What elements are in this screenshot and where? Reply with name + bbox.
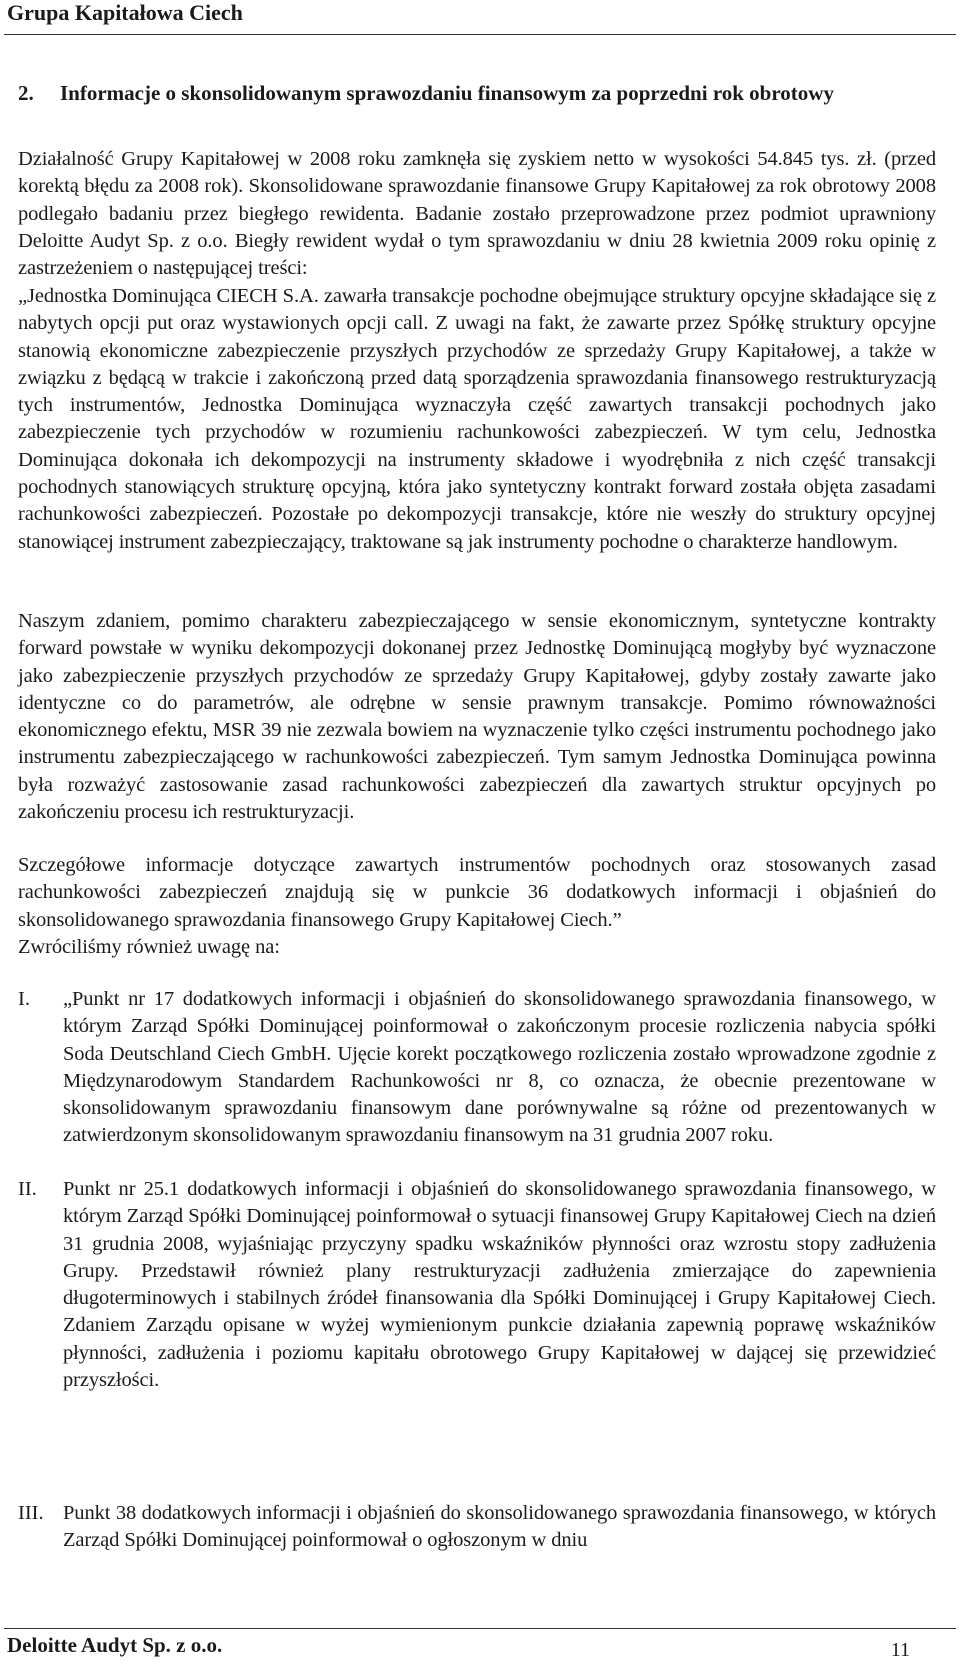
list-item-number: III.	[18, 1502, 44, 1524]
footer-company: Deloitte Audyt Sp. z o.o.	[7, 1633, 223, 1657]
section-title: Informacje o skonsolidowanym sprawozdaniu finansowym za poprzedni rok obrotowy	[60, 81, 834, 105]
list-item-number: II.	[18, 1178, 37, 1200]
list-item-text: Punkt 38 dodatkowych informacji i objaśnień do skonsolidowanego sprawozdania finansowego, w których Zarząd Spółki Dominującej poinformował o ogłoszonym w dniu	[63, 1502, 936, 1552]
list-item-text: „Punkt nr 17 dodatkowych informacji i objaśnień do skonsolidowanego sprawozdania finansowego, w którym Zarząd Spółki Dominującej poinformował o zakończonym procesie rozliczenia nabycia spółki Soda Deutschland Ciech GmbH. Ujęcie korekt początkowego rozliczenia zostało wprowadzone zgodnie z Międzynarodowym Standardem Rachunkowości nr 8, co oznacza, że obecnie prezentowane w skonsolidowanym sprawozdaniu finansowym dane porównywalne są różne od prezentowanych w zatwierdzonym skonsolidowanym sprawozdaniu finansowym na 31 grudnia 2007 roku.	[63, 988, 936, 1147]
paragraph-details: Szczegółowe informacje dotyczące zawartych instrumentów pochodnych oraz stosowanych zasad rachunkowości zabezpieczeń znajdują się w punkcie 36 dodatkowych informacji i objaśnień do skonsolidowanego sprawozdania finansowego Grupy Kapitałowej Ciech.”	[18, 854, 936, 931]
section-heading	[18, 80, 938, 106]
paragraph-attention: Zwróciliśmy również uwagę na:	[18, 936, 280, 958]
paragraph-opinion-quote: „Jednostka Dominująca CIECH S.A. zawarła transakcje pochodne obejmujące struktury opcyjne składające się z nabytych opcji put oraz wystawionych opcji call. Z uwagi na fakt, że zawarte przez Spółkę struktury opcyjne stanowią ekonomiczne zabezpieczenie przyszłych przychodów ze sprzedaży Grupy Kapitałowej, a także w związku z będącą w trakcie i zakończoną przed datą sporządzenia sprawozdania finansowego restrukturyzacją tych instrumentów, Jednostka Dominująca wyznaczyła część zawartych transakcji pochodnych jako zabezpieczenie tych przychodów w rozumieniu rachunkowości zabezpieczeń. W tym celu, Jednostka Dominująca dokonała ich dekompozycji na instrumenty składowe i wyodrębniła z nich część transakcji pochodnych stanowiących strukturę opcyjną, która jako syntetyczny kontrakt forward została objęta zasadami rachunkowości zabezpieczeń. Pozostałe po dekompozycji transakcje, które nie weszły do struktury opcyjnej stanowiącej instrument zabezpieczający, traktowane są jak instrumenty pochodne o charakterze handlowym.	[18, 285, 936, 553]
header-divider	[4, 34, 956, 35]
list-item-text: Punkt nr 25.1 dodatkowych informacji i objaśnień do skonsolidowanego sprawozdania finansowego, w którym Zarząd Spółki Dominującej poinformował o sytuacji finansowej Grupy Kapitałowej Ciech na dzień 31 grudnia 2008, wyjaśniając przyczyny spadku wskaźników płynności oraz wzrostu stopy zadłużenia Grupy. Przedstawił również plany restrukturyzacji zadłużenia zmierzające do zapewnienia długoterminowych i stabilnych źródeł finansowania dla Spółki Dominującej i Grupy Kapitałowej Ciech. Zdaniem Zarządu opisane w wyżej wymienionym punkcie działania zapewnią poprawę wskaźników płynności, zadłużenia i poziomu kapitału obrotowego Grupy Kapitałowej w dającej się przewidzieć przyszłości.	[63, 1178, 936, 1392]
paragraph-opinion-view: Naszym zdaniem, pomimo charakteru zabezpieczającego w sensie ekonomicznym, syntetyczne kontrakty forward powstałe w wyniku dekompozycji dokonanej przez Jednostkę Dominującą mogłyby być wyznaczone jako zabezpieczenie przyszłych przychodów ze sprzedaży Grupy Kapitałowej, gdyby zostały zawarte jako identyczne co do parametrów, ale odrębne w sensie prawnym transakcje. Pomimo równoważności ekonomicznego efektu, MSR 39 nie zezwala bowiem na wyznaczenie tylko części instrumentu pochodnego jako instrumentu zabezpieczającego w rachunkowości zabezpieczeń. Tym samym Jednostka Dominująca powinna była rozważyć zastosowanie zasad rachunkowości zabezpieczeń dla zawartych struktur opcyjnych po zakończeniu procesu ich restrukturyzacji.	[18, 610, 936, 824]
header-title: Grupa Kapitałowa Ciech	[7, 0, 243, 25]
section-number: 2.	[18, 81, 34, 105]
footer-divider	[4, 1628, 956, 1629]
paragraph-intro: Działalność Grupy Kapitałowej w 2008 roku zamknęła się zyskiem netto w wysokości 54.845 tys. zł. (przed korektą błędu za 2008 rok). Skonsolidowane sprawozdanie finansowe Grupy Kapitałowej za rok obrotowy 2008 podlegało badaniu przez biegłego rewidenta. Badanie zostało przeprowadzone przez podmiot uprawniony Deloitte Audyt Sp. z o.o. Biegły rewident wydał o tym sprawozdaniu w dniu 28 kwietnia 2009 roku opinię z zastrzeżeniem o następującej treści:	[18, 148, 936, 280]
page-number: 11	[890, 1639, 910, 1661]
list-item-number: I.	[18, 988, 30, 1010]
